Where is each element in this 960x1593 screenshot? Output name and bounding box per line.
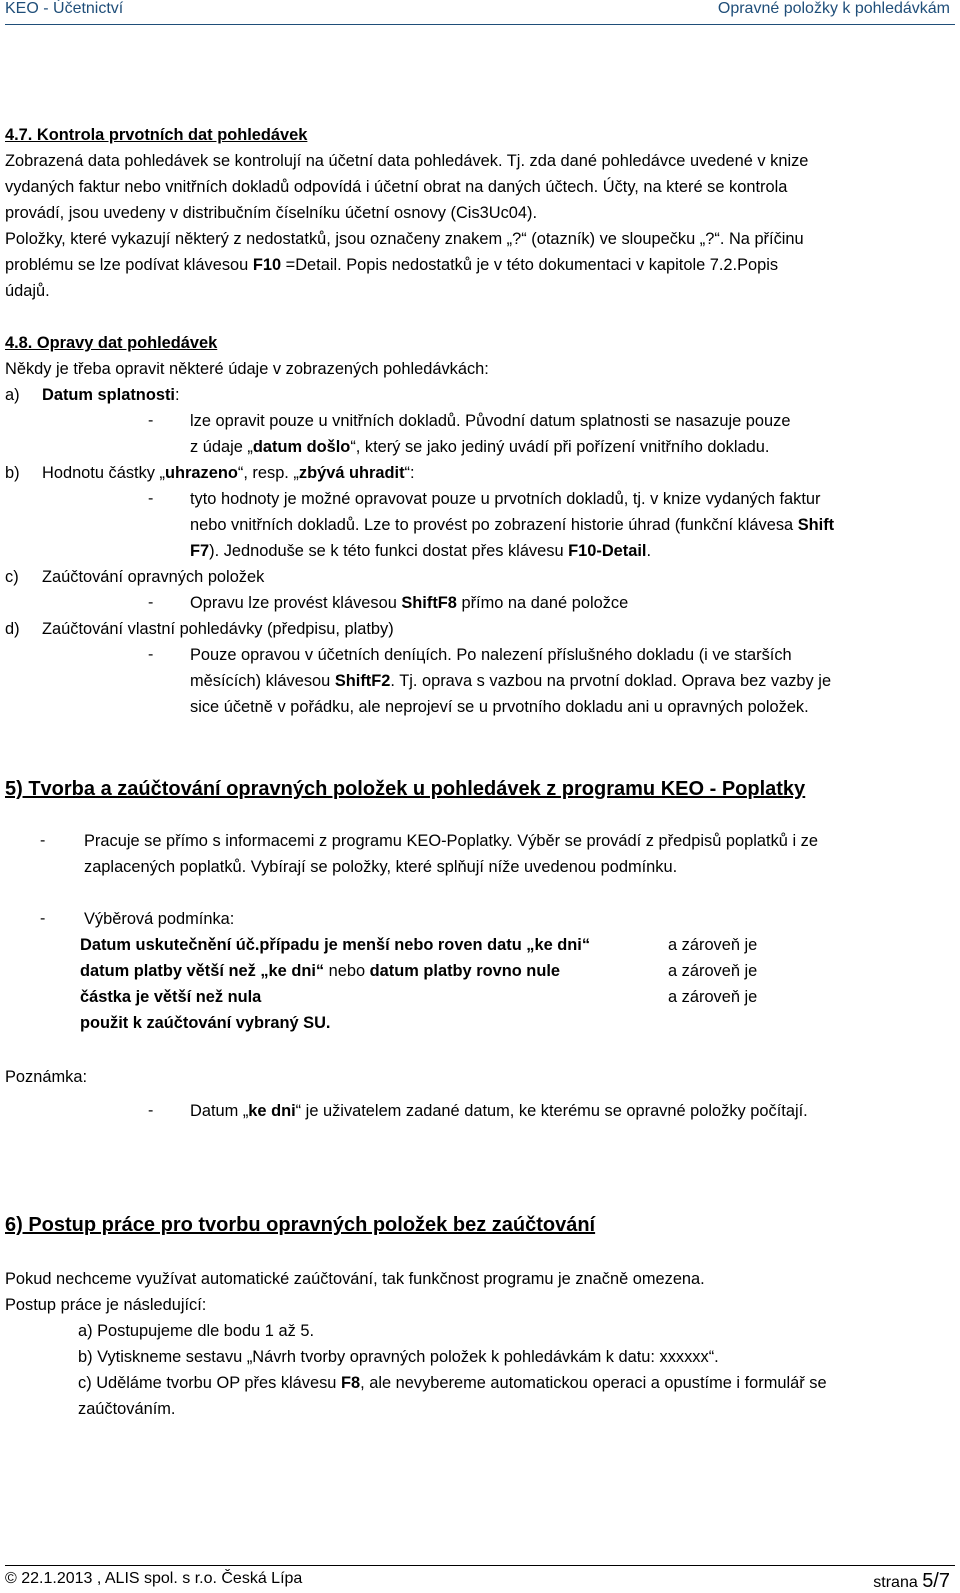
b-d3-end: . <box>646 542 652 560</box>
item-a-title-text: Datum splatnosti <box>42 386 175 404</box>
footer-page-number: 5/7 <box>922 1570 950 1592</box>
s6-step-a: a) Postupujeme dle bodu 1 až 5. <box>78 1322 314 1340</box>
s6-p1: Pokud nechceme využívat automatické zaúčtování, tak funkčnost programu je značně omezena. <box>5 1270 705 1288</box>
c-d1-text: Opravu lze provést klávesou <box>190 594 402 612</box>
b-d3-text: ). Jednoduše se k této funkci dostat přes klávesu <box>209 542 569 560</box>
s47-line-2: vydaných faktur nebo vnitřních dokladů odpovídá i účetní obrat na daných účtech. Účty, na které se kontrola <box>5 178 788 196</box>
item-b-detail-3 <box>190 538 950 564</box>
s5-note-dash: - <box>148 1102 154 1119</box>
section-6-title: 6) Postup práce pro tvorbu opravných položek bez zaúčtování <box>5 1214 596 1236</box>
note-a: Datum „ <box>190 1102 249 1120</box>
item-b-detail-2 <box>190 512 950 538</box>
d-d2-key: ShiftF2 <box>334 672 391 690</box>
item-a-label: a) <box>5 386 20 404</box>
c-d1-key: ShiftF8 <box>401 594 457 612</box>
a-d2-text: z údaje „ <box>190 438 253 456</box>
b-d3-key: F7 <box>190 542 210 560</box>
b-t1: Hodnotu částky „ <box>42 464 165 482</box>
s5-condition-label: Výběrová podmínka: <box>84 910 235 928</box>
s47-line-5 <box>5 252 955 278</box>
footer-left: © 22.1.2013 , ALIS spol. s r.o. Česká Lípa <box>5 1570 303 1587</box>
c1-rest: , ale nevybereme automatickou operaci a opustíme i formulář se <box>360 1374 827 1392</box>
c2-a: datum platby větší než „ke dni“ <box>80 962 325 980</box>
s6-p2: Postup práce je následující: <box>5 1296 207 1314</box>
s47-l5-key: F10 <box>252 256 282 274</box>
b-t4: zbývá uhradit <box>298 464 405 482</box>
section-4-7-title: 4.7. Kontrola prvotních dat pohledávek <box>5 126 308 144</box>
s5-note-label: Poznámka: <box>5 1068 87 1086</box>
s5-condition-2 <box>80 958 560 984</box>
item-d-label: d) <box>5 620 20 638</box>
s48-item-c <box>5 564 955 590</box>
d-d2-text: měsících) klávesou <box>190 672 335 690</box>
item-a-colon: : <box>174 386 180 404</box>
b-d3-key2: F10-Detail <box>568 542 647 560</box>
s5-dash-2: - <box>40 910 46 927</box>
b-d2-bold: Shift <box>797 516 835 534</box>
item-c-title: Zaúčtování opravných položek <box>42 568 265 586</box>
item-b-title <box>42 460 415 486</box>
header-right: Opravné položky k pohledávkám <box>717 0 950 17</box>
item-a-title <box>42 382 180 408</box>
s5-condition-1: Datum uskutečnění úč.případu je menší nebo roven datu „ke dni“ <box>80 936 591 954</box>
item-b-detail-1: tyto hodnoty je možné opravovat pouze u prvotních dokladů, tj. v knize vydaných faktur <box>190 490 821 508</box>
s5-condition-4: použit k zaúčtování vybraný SU. <box>80 1014 331 1032</box>
s5-and-1: a zároveň je <box>668 936 758 954</box>
c-d1-rest: přímo na dané položce <box>456 594 629 612</box>
item-a-detail-1: lze opravit pouze u vnitřních dokladů. Původní datum splatnosti se nasazuje pouze <box>190 412 791 430</box>
s48-item-a <box>5 382 955 408</box>
s5-dash-1: - <box>40 832 46 849</box>
footer-page <box>873 1570 950 1593</box>
s47-line-1: Zobrazená data pohledávek se kontrolují na účetní data pohledávek. Tj. zda dané pohledávce uvedené v knize <box>5 152 809 170</box>
b-t2: uhrazeno <box>165 464 238 482</box>
s6-step-c-line-1 <box>78 1370 827 1396</box>
b-t3: “, resp. „ <box>237 464 299 482</box>
s5-p1-line-2: zaplacených poplatků. Vybírají se položky, které splňují níže uvedenou podmínku. <box>84 858 678 876</box>
item-d-detail-1: Pouze opravou v účetních deníцích. Po nalezení příslušného dokladu (i ve starších <box>190 646 792 664</box>
s5-p1-line-1: Pracuje se přímo s informacemi z programu KEO-Poplatky. Výběr se provádí z předpisů poplatků i ze <box>84 832 818 850</box>
footer-page-label: strana <box>873 1574 923 1591</box>
s47-l5-text: problému se lze podívat klávesou <box>5 256 253 274</box>
item-d-title: Zaúčtování vlastní pohledávky (předpisu, platby) <box>42 620 394 638</box>
note-b: ke dni <box>248 1102 296 1120</box>
b-t5: “: <box>404 464 415 482</box>
item-c-detail-1 <box>190 590 950 616</box>
item-c-label: c) <box>5 568 19 586</box>
s5-condition-3: částka je větší než nula <box>80 988 262 1006</box>
s47-line-6: údajů. <box>5 282 50 300</box>
s48-item-b <box>5 460 955 486</box>
a-d2-rest: “, který se jako jediný uvádí při pořízení vnitřního dokladu. <box>350 438 770 456</box>
s47-line-3: provádí, jsou uvedeny v distribučním číselníku účetní osnovy (Cis3Uc04). <box>5 204 538 222</box>
a-d2-bold: datum došlo <box>252 438 351 456</box>
item-a-dash: - <box>148 412 154 429</box>
s6-step-c-line-2: zaúčtováním. <box>78 1400 176 1418</box>
s48-intro: Někdy je třeba opravit některé údaje v zobrazených pohledávkách: <box>5 360 489 378</box>
c1-a: c) Uděláme tvorbu OP přes klávesu <box>78 1374 341 1392</box>
s48-item-d <box>5 616 955 642</box>
header-divider <box>5 24 955 25</box>
c2-c: datum platby rovno nule <box>369 962 560 980</box>
item-d-dash: - <box>148 646 154 663</box>
item-d-detail-2 <box>190 668 950 694</box>
s5-note-text <box>190 1098 808 1124</box>
item-d-detail-3: sice účetně v pořádku, ale neprojeví se u prvotního dokladu ani u opravných položek. <box>190 698 809 716</box>
s6-step-b: b) Vytiskneme sestavu „Návrh tvorby opravných položek k pohledávkám k datu: xxxxxx“. <box>78 1348 719 1366</box>
s47-l5-rest: =Detail. Popis nedostatků je v této dokumentaci v kapitole 7.2.Popis <box>281 256 779 274</box>
item-b-dash: - <box>148 490 154 507</box>
d-d2-rest: . Tj. oprava s vazbou na prvotní doklad. Oprava bez vazby je <box>390 672 832 690</box>
s5-and-3: a zároveň je <box>668 988 758 1006</box>
section-5-title: 5) Tvorba a zaúčtování opravných položek u pohledávek z programu KEO - Poplatky <box>5 778 806 800</box>
item-b-label: b) <box>5 464 20 482</box>
s5-and-2: a zároveň je <box>668 962 758 980</box>
item-c-dash: - <box>148 594 154 611</box>
note-c: “ je uživatelem zadané datum, ke kterému se opravné položky počítají. <box>295 1102 808 1120</box>
c2-b: nebo <box>324 962 370 980</box>
c1-key: F8 <box>340 1374 361 1392</box>
item-a-detail-2 <box>190 434 950 460</box>
footer-divider <box>5 1565 955 1566</box>
header-left: KEO - Účetnictví <box>5 0 124 17</box>
b-d2-text: nebo vnitřních dokladů. Lze to provést po zobrazení historie úhrad (funkční klávesa <box>190 516 798 534</box>
s47-line-4: Položky, které vykazují některý z nedostatků, jsou označeny znakem „?“ (otazník) ve sloupečku „?“. Na příčinu <box>5 230 804 248</box>
section-4-8-title: 4.8. Opravy dat pohledávek <box>5 334 218 352</box>
